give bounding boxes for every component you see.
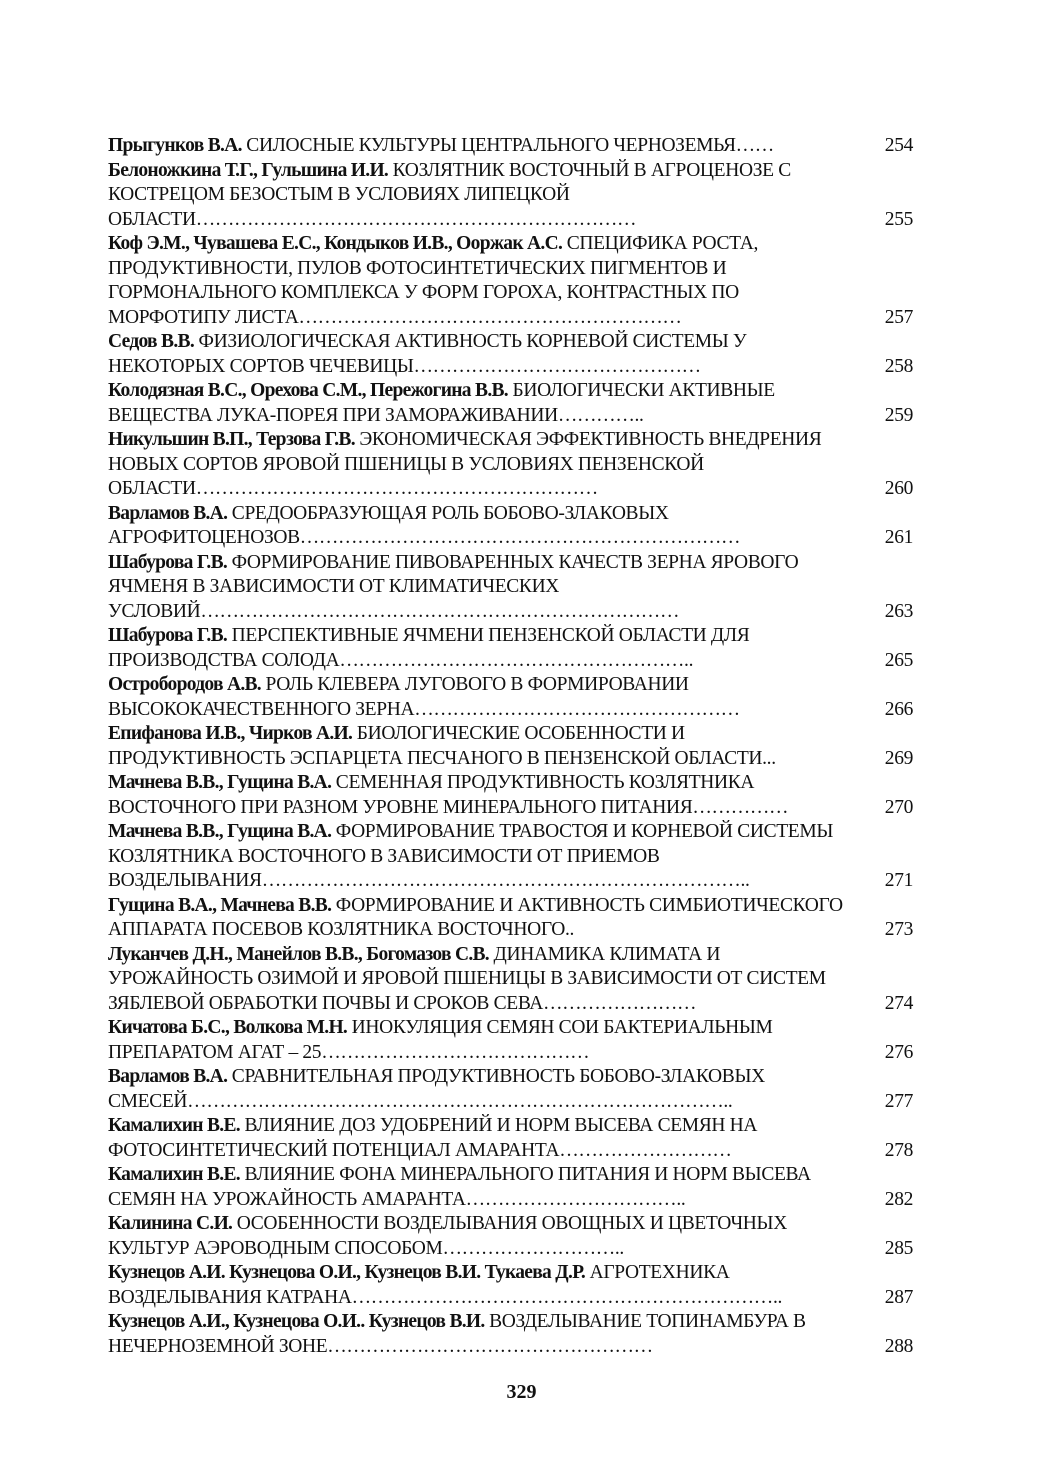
toc-entry-text bbox=[108, 379, 863, 428]
toc-entry bbox=[108, 943, 913, 1017]
toc-entry-page: 270 bbox=[884, 796, 913, 818]
toc-entry-title: ВЛИЯНИЕ ФОНА МИНЕРАЛЬНОГО ПИТАНИЯ И НОРМ ВЫСЕВА СЕМЯН НА УРОЖАЙНОСТЬ АМАРАНТА bbox=[108, 1164, 811, 1210]
toc-entry-page: 278 bbox=[884, 1139, 913, 1161]
toc-entry-text bbox=[108, 1114, 863, 1163]
toc-entry bbox=[108, 551, 913, 625]
toc-entry-text bbox=[108, 1310, 863, 1359]
toc-entry-title: ФИЗИОЛОГИЧЕСКАЯ АКТИВНОСТЬ КОРНЕВОЙ СИСТЕМЫ У НЕКОТОРЫХ СОРТОВ ЧЕЧЕВИЦЫ bbox=[108, 331, 747, 377]
toc-entry-title: ВОЗДЕЛЫВАНИЕ ТОПИНАМБУРА В НЕЧЕРНОЗЕМНОЙ ЗОНЕ bbox=[108, 1311, 806, 1357]
toc-entry-page: 273 bbox=[884, 919, 913, 940]
toc-entry-page: 265 bbox=[884, 649, 913, 671]
toc-entry bbox=[108, 1163, 913, 1212]
toc-entry-text bbox=[108, 624, 863, 673]
toc-entry bbox=[108, 232, 913, 330]
toc-entry bbox=[108, 159, 913, 233]
toc-entry bbox=[108, 134, 913, 159]
toc-entry bbox=[108, 379, 913, 428]
toc-entry-authors: Камалихин В.Е. bbox=[108, 1115, 240, 1136]
toc-entry-title: ОСОБЕННОСТИ ВОЗДЕЛЫВАНИЯ ОВОЩНЫХ И ЦВЕТОЧНЫХ КУЛЬТУР АЭРОВОДНЫМ СПОСОБОМ bbox=[108, 1213, 787, 1259]
toc-entry-authors: Кичатова Б.С., Волкова М.Н. bbox=[108, 1017, 348, 1038]
toc-entry-authors: Камалихин В.Е. bbox=[108, 1164, 240, 1185]
toc-entry bbox=[108, 1016, 913, 1065]
toc-entry-authors: Гущина В.А., Мачнева В.В. bbox=[108, 894, 332, 916]
toc-entry-leader: …………………………………………………… bbox=[298, 306, 682, 328]
toc-entry-title: ВЛИЯНИЕ ДОЗ УДОБРЕНИЙ И НОРМ ВЫСЕВА СЕМЯН НА ФОТОСИНТЕТИЧЕСКИЙ ПОТЕНЦИАЛ АМАРАНТА bbox=[108, 1115, 758, 1161]
toc-entry-page: 260 bbox=[884, 478, 913, 499]
toc-entry-leader: ………………………………………………………………….. bbox=[261, 870, 750, 891]
toc-entry-authors: Мачнева В.В., Гущина В.А. bbox=[108, 821, 332, 842]
toc-entry bbox=[108, 820, 913, 894]
toc-entry-page: 254 bbox=[884, 135, 913, 156]
toc-entry bbox=[108, 771, 913, 820]
toc-entry-title: ДИНАМИКА КЛИМАТА И УРОЖАЙНОСТЬ ОЗИМОЙ И ЯРОВОЙ ПШЕНИЦЫ В ЗАВИСИМОСТИ ОТ СИСТЕМ ЗЯБЛЕВОЙ ОБРАБОТКИ ПОЧВЫ И СРОКОВ СЕВА bbox=[108, 943, 826, 1014]
toc-entry-text bbox=[108, 159, 863, 233]
toc-entry-leader: …………………… bbox=[543, 992, 697, 1014]
toc-entry-leader: ……………………………………………….. bbox=[339, 649, 694, 671]
toc-entry-title: БИОЛОГИЧЕСКИ АКТИВНЫЕ ВЕЩЕСТВА ЛУКА-ПОРЕЯ ПРИ ЗАМОРАЖИВАНИИ bbox=[108, 380, 775, 426]
toc-entry bbox=[108, 894, 913, 943]
toc-entry-text bbox=[108, 1065, 863, 1114]
toc-entry-leader: ……………………………………………………… bbox=[195, 478, 598, 499]
toc-entry-title: СЕМЕННАЯ ПРОДУКТИВНОСТЬ КОЗЛЯТНИКА ВОСТОЧНОГО ПРИ РАЗНОМ УРОВНЕ МИНЕРАЛЬНОГО ПИТАНИЯ bbox=[108, 772, 755, 818]
toc-entry-text bbox=[108, 1261, 863, 1310]
toc-entry-title: ИНОКУЛЯЦИЯ СЕМЯН СОИ БАКТЕРИАЛЬНЫМ ПРЕПАРАТОМ АГАТ – 25 bbox=[108, 1017, 773, 1063]
toc-entry bbox=[108, 502, 913, 551]
toc-entry-title: ФОРМИРОВАНИЕ ПИВОВАРЕННЫХ КАЧЕСТВ ЗЕРНА ЯРОВОГО ЯЧМЕНЯ В ЗАВИСИМОСТИ ОТ КЛИМАТИЧЕСКИХ УСЛОВИЙ bbox=[108, 551, 799, 622]
toc-entry-authors: Кузнецов А.И., Кузнецова О.И.. Кузнецов В.И. bbox=[108, 1311, 485, 1332]
toc-entry-title: ЭКОНОМИЧЕСКАЯ ЭФФЕКТИВНОСТЬ ВНЕДРЕНИЯ НОВЫХ СОРТОВ ЯРОВОЙ ПШЕНИЦЫ В УСЛОВИЯХ ПЕНЗЕНСКОЙ ОБЛАСТИ bbox=[108, 429, 822, 499]
toc-entry-leader: …………………………………………………………… bbox=[195, 208, 637, 230]
toc-entry-leader: ………………………………………………………….. bbox=[351, 1286, 783, 1308]
toc-entry-authors: Остробородов А.В. bbox=[108, 674, 261, 695]
toc-entry bbox=[108, 673, 913, 722]
toc-entry-page: 258 bbox=[884, 355, 913, 377]
toc-entry-text bbox=[108, 1016, 863, 1065]
toc-entry-page: 288 bbox=[884, 1335, 913, 1357]
toc-entry-text bbox=[108, 551, 863, 625]
toc-entry-title: СРАВНИТЕЛЬНАЯ ПРОДУКТИВНОСТЬ БОБОВО-ЗЛАКОВЫХ СМЕСЕЙ bbox=[108, 1066, 765, 1112]
toc-entry-authors: Белоножкина Т.Г., Гульшина И.И. bbox=[108, 159, 389, 181]
toc-entry-page: 285 bbox=[884, 1237, 913, 1259]
toc-entry-title: СПЕЦИФИКА РОСТА, ПРОДУКТИВНОСТИ, ПУЛОВ ФОТОСИНТЕТИЧЕСКИХ ПИГМЕНТОВ И ГОРМОНАЛЬНОГО КОМПЛЕКСА У ФОРМ ГОРОХА, КОНТРАСТНЫХ ПО МОРФОТИПУ ЛИСТА bbox=[108, 233, 759, 328]
toc-entry bbox=[108, 1065, 913, 1114]
toc-entry-authors: Седов В.В. bbox=[108, 331, 195, 352]
toc-entry-leader: .. bbox=[565, 919, 575, 940]
toc-entry-page: 263 bbox=[884, 600, 913, 622]
toc-entry-page: 266 bbox=[884, 698, 913, 720]
toc-entry bbox=[108, 1114, 913, 1163]
toc-entry-authors: Прыгунков В.А. bbox=[108, 135, 242, 156]
toc-entry bbox=[108, 1261, 913, 1310]
toc-entry-leader: ………………………………………………………………………….. bbox=[187, 1090, 733, 1112]
toc-entry-page: 257 bbox=[884, 306, 913, 328]
toc-entry-authors: Кузнецов А.И. Кузнецова О.И., Кузнецов В.И. Тукаева Д.Р. bbox=[108, 1262, 586, 1283]
toc-entry-leader: ………………………………………………………………… bbox=[200, 600, 680, 622]
toc-entry-page: 269 bbox=[884, 747, 913, 769]
toc-entry-leader: …………………………………………… bbox=[327, 1335, 653, 1357]
toc-entry-authors: Шабурова Г.В. bbox=[108, 625, 228, 646]
toc-entry-text bbox=[108, 502, 863, 551]
toc-entry-page: 276 bbox=[884, 1041, 913, 1063]
toc-entry-text bbox=[108, 673, 863, 722]
toc-entry bbox=[108, 722, 913, 771]
toc-entry-leader: …………… bbox=[692, 796, 789, 818]
toc-entry-leader: ……………………… bbox=[559, 1139, 732, 1161]
toc-entry-text bbox=[108, 1212, 863, 1261]
toc-entry-text bbox=[108, 820, 863, 894]
toc-entry-text bbox=[108, 428, 863, 502]
toc-entry-authors: Коф Э.М., Чувашева Е.С., Кондыков И.В., Ооржак А.С. bbox=[108, 233, 563, 254]
toc-entry-title: ФОРМИРОВАНИЕ ТРАВОСТОЯ И КОРНЕВОЙ СИСТЕМЫ КОЗЛЯТНИКА ВОСТОЧНОГО В ЗАВИСИМОСТИ ОТ ПРИЕМОВ ВОЗДЕЛЫВАНИЯ bbox=[108, 821, 834, 891]
toc-entry-leader: ……………………………………… bbox=[413, 355, 701, 377]
toc-entry-leader: …… bbox=[735, 135, 774, 156]
toc-entry-text bbox=[108, 722, 863, 771]
toc-entry-authors: Варламов В.А. bbox=[108, 502, 228, 524]
toc-entry-authors: Калинина С.И. bbox=[108, 1213, 233, 1234]
toc-entry-text bbox=[108, 1163, 863, 1212]
toc-entry-title: СРЕДООБРАЗУЮЩАЯ РОЛЬ БОБОВО-ЗЛАКОВЫХ АГРОФИТОЦЕНОЗОВ bbox=[108, 502, 669, 548]
toc-entry-text bbox=[108, 330, 863, 379]
toc-entry-page: 259 bbox=[884, 404, 913, 426]
toc-entry-authors: Никульшин В.П., Терзова Г.В. bbox=[108, 429, 355, 450]
toc-entry-text bbox=[108, 134, 863, 159]
toc-entry-authors: Шабурова Г.В. bbox=[108, 551, 228, 573]
toc-entry bbox=[108, 330, 913, 379]
toc-entry-page: 271 bbox=[884, 870, 913, 891]
toc-entry-title: СИЛОСНЫЕ КУЛЬТУРЫ ЦЕНТРАЛЬНОГО ЧЕРНОЗЕМЬЯ bbox=[246, 135, 736, 156]
toc-entry-title: БИОЛОГИЧЕСКИЕ ОСОБЕННОСТИ И ПРОДУКТИВНОСТЬ ЭСПАРЦЕТА ПЕСЧАНОГО В ПЕНЗЕНСКОЙ ОБЛАСТИ bbox=[108, 723, 763, 769]
toc-entry bbox=[108, 1310, 913, 1359]
toc-entry-leader: …………………………………… bbox=[321, 1041, 590, 1063]
toc-entry-title: КОЗЛЯТНИК ВОСТОЧНЫЙ В АГРОЦЕНОЗЕ С КОСТРЕЦОМ БЕЗОСТЫМ В УСЛОВИЯХ ЛИПЕЦКОЙ ОБЛАСТИ bbox=[108, 159, 791, 230]
toc-entry bbox=[108, 1212, 913, 1261]
toc-entry bbox=[108, 428, 913, 502]
toc-entry-leader: ………….. bbox=[557, 404, 644, 426]
toc-entry bbox=[108, 624, 913, 673]
toc-entry-title: АГРОТЕХНИКА ВОЗДЕЛЫВАНИЯ КАТРАНА bbox=[108, 1262, 730, 1308]
toc-entry-authors: Мачнева В.В., Гущина В.А. bbox=[108, 772, 332, 793]
toc-entry-page: 255 bbox=[884, 208, 913, 230]
toc-entry-authors: Луканчев Д.Н., Манейлов В.В., Богомазов С.В. bbox=[108, 943, 489, 965]
toc-entry-page: 277 bbox=[884, 1090, 913, 1112]
toc-entry-page: 261 bbox=[884, 527, 913, 548]
toc-entry-text bbox=[108, 943, 863, 1017]
toc-entry-text bbox=[108, 894, 863, 943]
page-number: 329 bbox=[506, 1381, 537, 1403]
toc-entry-page: 274 bbox=[884, 992, 913, 1014]
toc-entry-text bbox=[108, 771, 863, 820]
table-of-contents bbox=[108, 134, 913, 1359]
toc-entry-leader: ……………………….. bbox=[442, 1237, 624, 1259]
toc-entry-title: ПЕРСПЕКТИВНЫЕ ЯЧМЕНИ ПЕНЗЕНСКОЙ ОБЛАСТИ ДЛЯ ПРОИЗВОДСТВА СОЛОДА bbox=[108, 625, 750, 671]
toc-entry-page: 287 bbox=[884, 1286, 913, 1308]
toc-entry-authors: Варламов В.А. bbox=[108, 1066, 228, 1087]
toc-entry-authors: Епифанова И.В., Чирков А.И. bbox=[108, 723, 353, 744]
toc-entry-title: ФОРМИРОВАНИЕ И АКТИВНОСТЬ СИМБИОТИЧЕСКОГО АППАРАТА ПОСЕВОВ КОЗЛЯТНИКА ВОСТОЧНОГО bbox=[108, 894, 843, 940]
toc-entry-authors: Колодязная В.С., Орехова С.М., Пережогина В.В. bbox=[108, 380, 508, 401]
toc-entry-leader: …………………………….. bbox=[465, 1188, 686, 1210]
toc-entry-title: РОЛЬ КЛЕВЕРА ЛУГОВОГО В ФОРМИРОВАНИИ ВЫСОКОКАЧЕСТВЕННОГО ЗЕРНА bbox=[108, 674, 689, 720]
toc-entry-leader: …………………………………………… bbox=[414, 698, 740, 720]
toc-entry-page: 282 bbox=[884, 1188, 913, 1210]
toc-entry-leader: ... bbox=[762, 747, 776, 769]
toc-entry-text bbox=[108, 232, 863, 330]
toc-entry-leader: …………………………………………………………… bbox=[299, 527, 741, 548]
